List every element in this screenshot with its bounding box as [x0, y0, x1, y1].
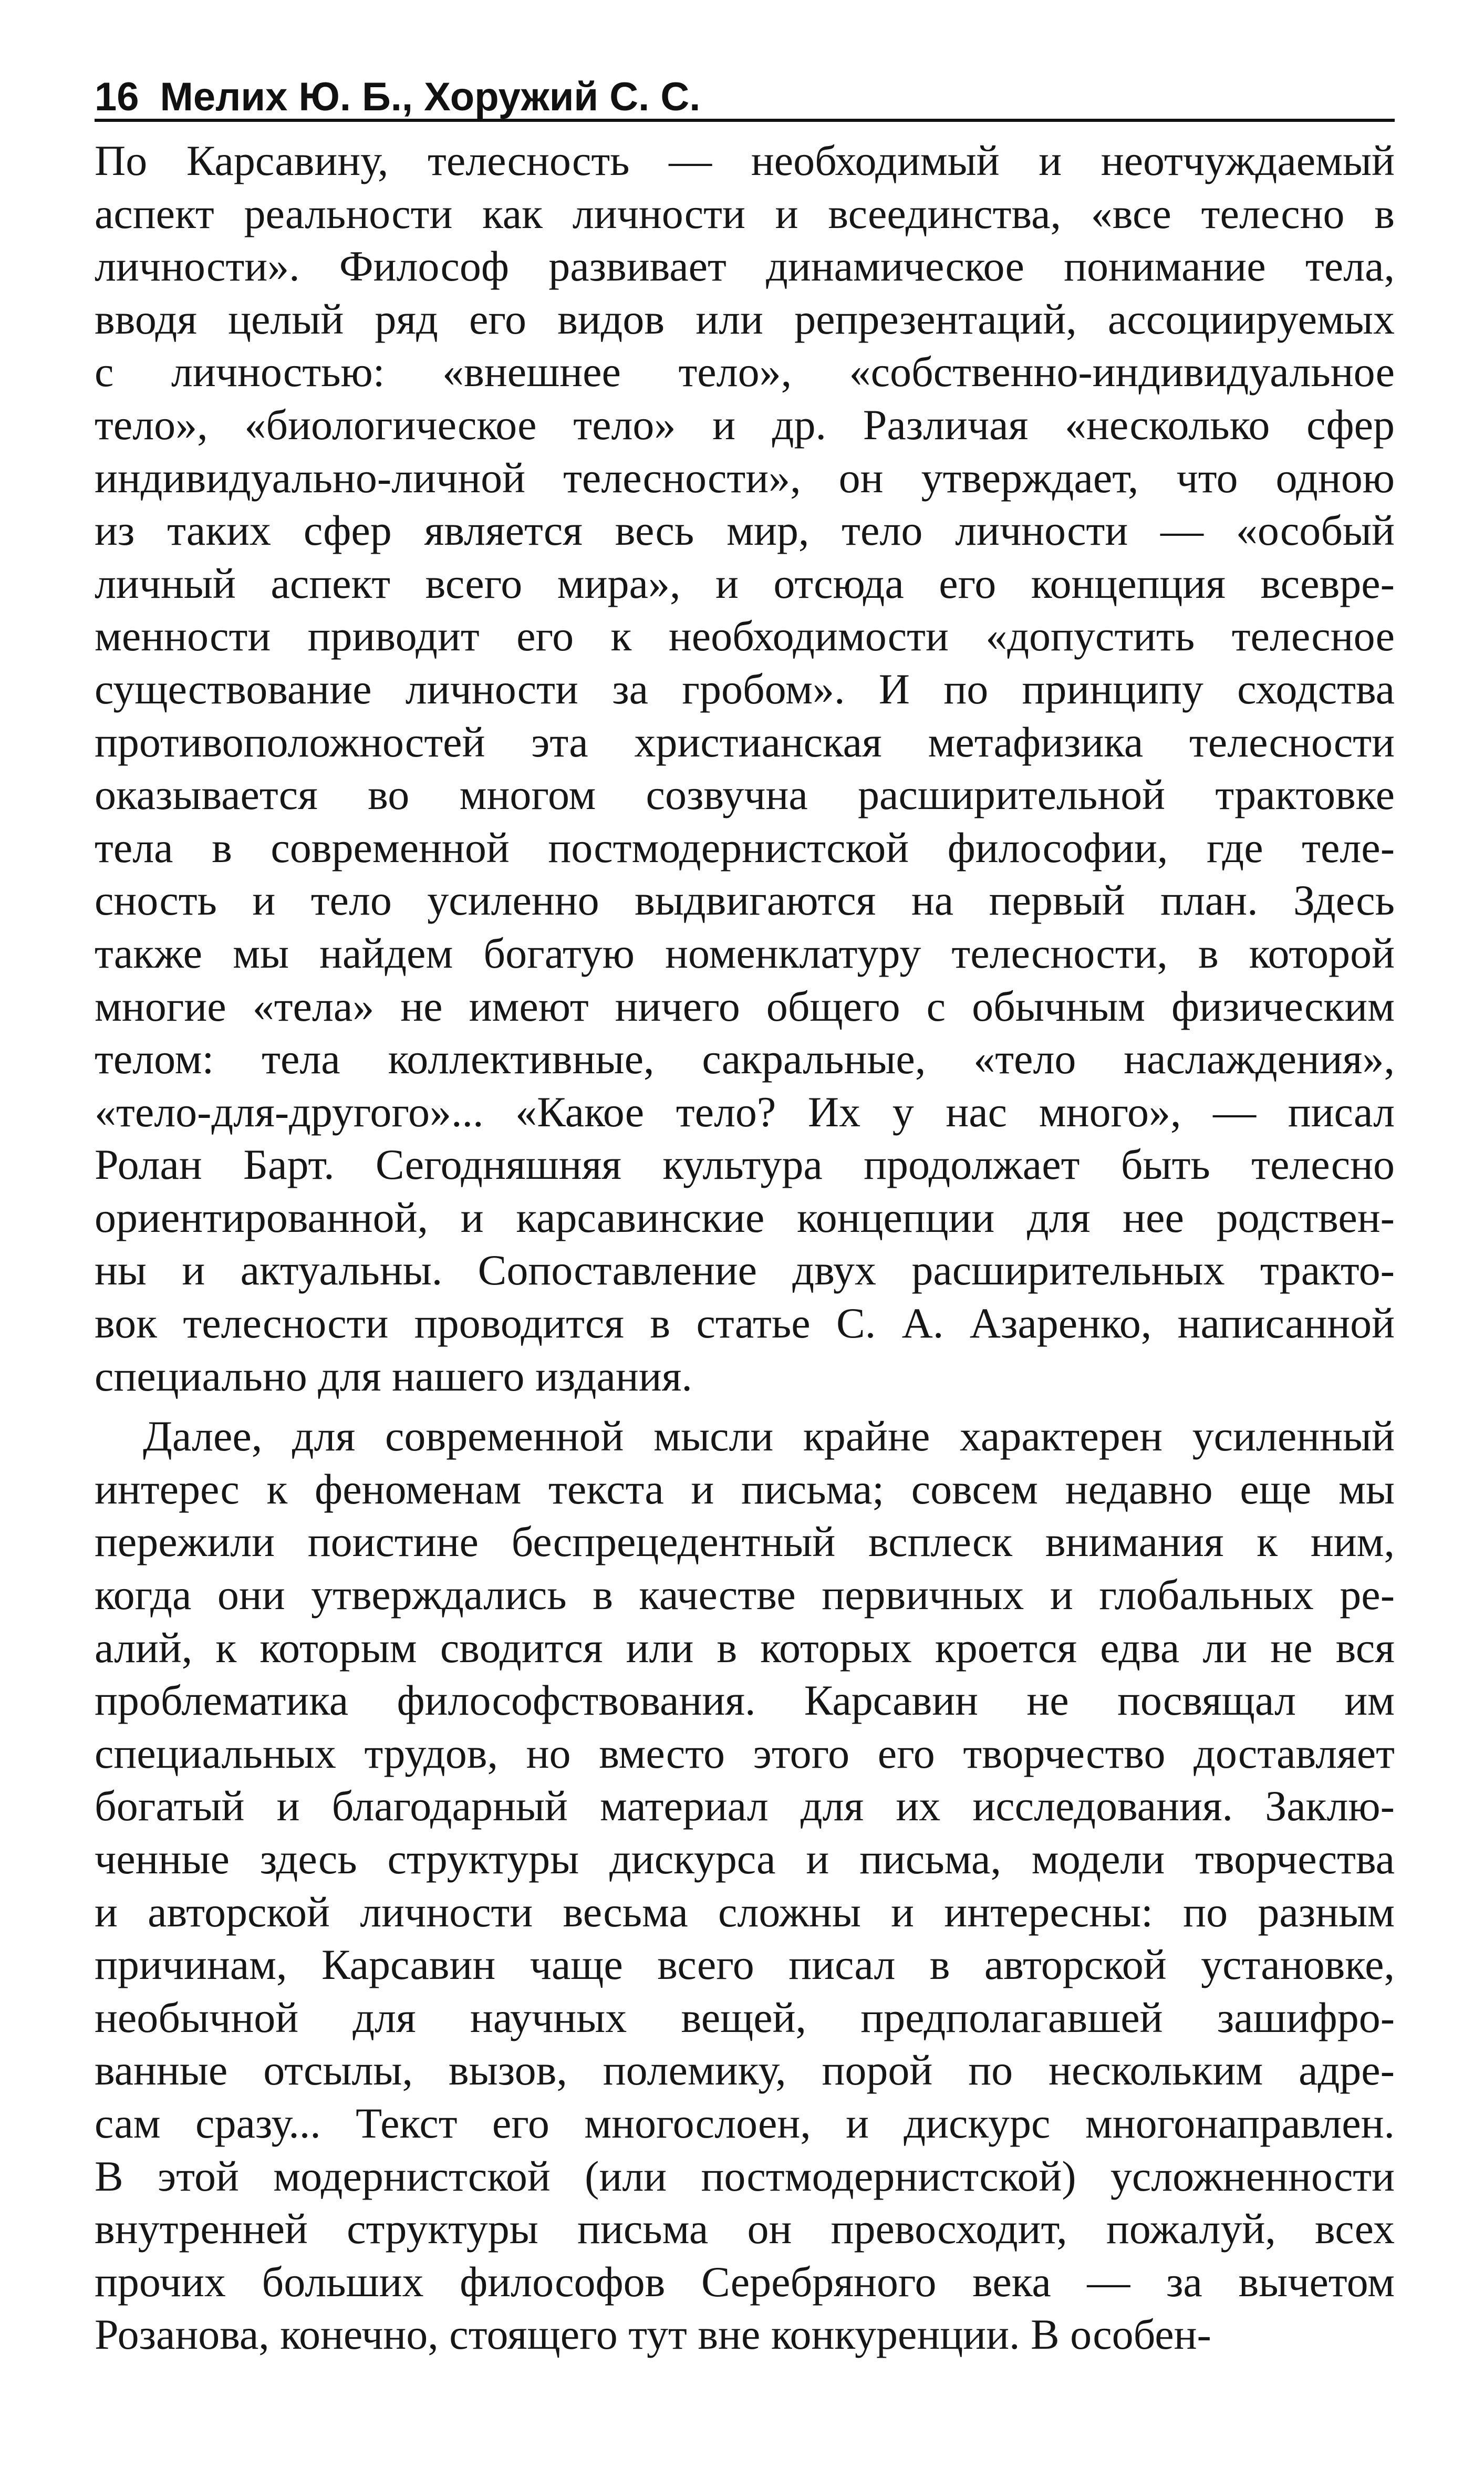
text-line: многие «тела» не имеют ничего общего с обычным физическим: [95, 982, 1395, 1030]
text-line: оказывается во многом созвучна расширительной трактовке: [95, 771, 1395, 819]
text-line: сам сразу... Текст его многослоен, и дискурс многонаправлен.: [95, 2099, 1395, 2147]
text-line: менности приводит его к необходимости «допустить телесное: [95, 612, 1395, 660]
text-line: В этой модернистской (или постмодернистской) усложненности: [95, 2152, 1395, 2200]
text-line: вок телесности проводится в статье С. А. Азаренко, написанной: [95, 1299, 1395, 1347]
text-line: пережили поистине беспрецедентный всплеск внимания к ним,: [95, 1518, 1395, 1566]
header-rule: [95, 119, 1395, 122]
text-line: сность и тело усиленно выдвигаются на первый план. Здесь: [95, 876, 1395, 925]
text-line: ориентированной, и карсавинские концепции для нее родствен-: [95, 1193, 1395, 1241]
text-line: телом: тела коллективные, сакральные, «тело наслаждения»,: [95, 1035, 1395, 1083]
text-line: личности». Философ развивает динамическое понимание тела,: [95, 242, 1395, 291]
text-line: когда они утверждались в качестве первичных и глобальных ре-: [95, 1571, 1395, 1619]
text-line: «тело-для-другого»... «Какое тело? Их у нас много», — писал: [95, 1087, 1395, 1136]
text-line: также мы найдем богатую номенклатуру телесности, в которой: [95, 929, 1395, 977]
running-header: [95, 62, 1395, 120]
text-line: необычной для научных вещей, предполагавшей зашифро-: [95, 1993, 1395, 2041]
text-line: По Карсавину, телесность — необходимый и неотчуждаемый: [95, 137, 1395, 184]
text-line: аспект реальности как личности и всеединства, «все телесно в: [95, 189, 1395, 237]
text-line: тело», «биологическое тело» и др. Различая «несколько сфер: [95, 400, 1395, 449]
text-line: Розанова, конечно, стоящего тут вне конкуренции. В особен-: [95, 2310, 1211, 2359]
text-line: Далее, для современной мысли крайне характерен усиленный: [143, 1412, 1395, 1460]
body-text: [95, 134, 1395, 2361]
book-page: [95, 0, 1395, 2489]
paragraph: [95, 134, 1395, 1403]
text-line: Ролан Барт. Сегодняшняя культура продолжает быть телесно: [95, 1140, 1395, 1189]
text-line: интерес к феноменам текста и письма; совсем недавно еще мы: [95, 1465, 1395, 1513]
text-line: противоположностей эта христианская метафизика телесности: [95, 718, 1395, 766]
text-line: и авторской личности весьма сложны и интересны: по разным: [95, 1888, 1395, 1936]
text-line: ны и актуальны. Сопоставление двух расширительных тракто-: [95, 1246, 1395, 1294]
paragraph-gap: [95, 1403, 1395, 1410]
text-line: внутренней структуры письма он превосходит, пожалуй, всех: [95, 2205, 1395, 2253]
text-line: богатый и благодарный материал для их исследования. Заклю-: [95, 1782, 1395, 1830]
text-line: прочих больших философов Серебряного века — за вычетом: [95, 2257, 1395, 2306]
text-line: специальных трудов, но вместо этого его творчество доставляет: [95, 1729, 1395, 1777]
text-line: из таких сфер является весь мир, тело личности — «особый: [95, 506, 1395, 555]
text-line: ченные здесь структуры дискурса и письма, модели творчества: [95, 1835, 1395, 1883]
text-line: тела в современной постмодернистской философии, где теле-: [95, 823, 1395, 872]
paragraph: [95, 1410, 1395, 2361]
text-line: индивидуально-личной телесности», он утверждает, что одною: [95, 453, 1395, 502]
text-line: специально для нашего издания.: [95, 1352, 692, 1400]
text-line: личный аспект всего мира», и отсюда его концепция всевре-: [95, 559, 1395, 607]
text-line: вводя целый ряд его видов или репрезентаций, ассоциируемых: [95, 295, 1395, 343]
text-line: проблематика философствования. Карсавин не посвящал им: [95, 1676, 1395, 1725]
text-line: ванные отсылы, вызов, полемику, порой по нескольким адре-: [95, 2046, 1395, 2094]
text-line: существование личности за гробом». И по принципу сходства: [95, 665, 1395, 713]
text-line: причинам, Карсавин чаще всего писал в авторской установке,: [95, 1941, 1395, 1989]
header-authors: Мелих Ю. Б., Хоружий С. С.: [160, 75, 701, 119]
text-line: алий, к которым сводится или в которых кроется едва ли не вся: [95, 1623, 1395, 1672]
page-number: 16: [95, 75, 139, 119]
text-line: с личностью: «внешнее тело», «собственно-индивидуальное: [95, 348, 1395, 396]
